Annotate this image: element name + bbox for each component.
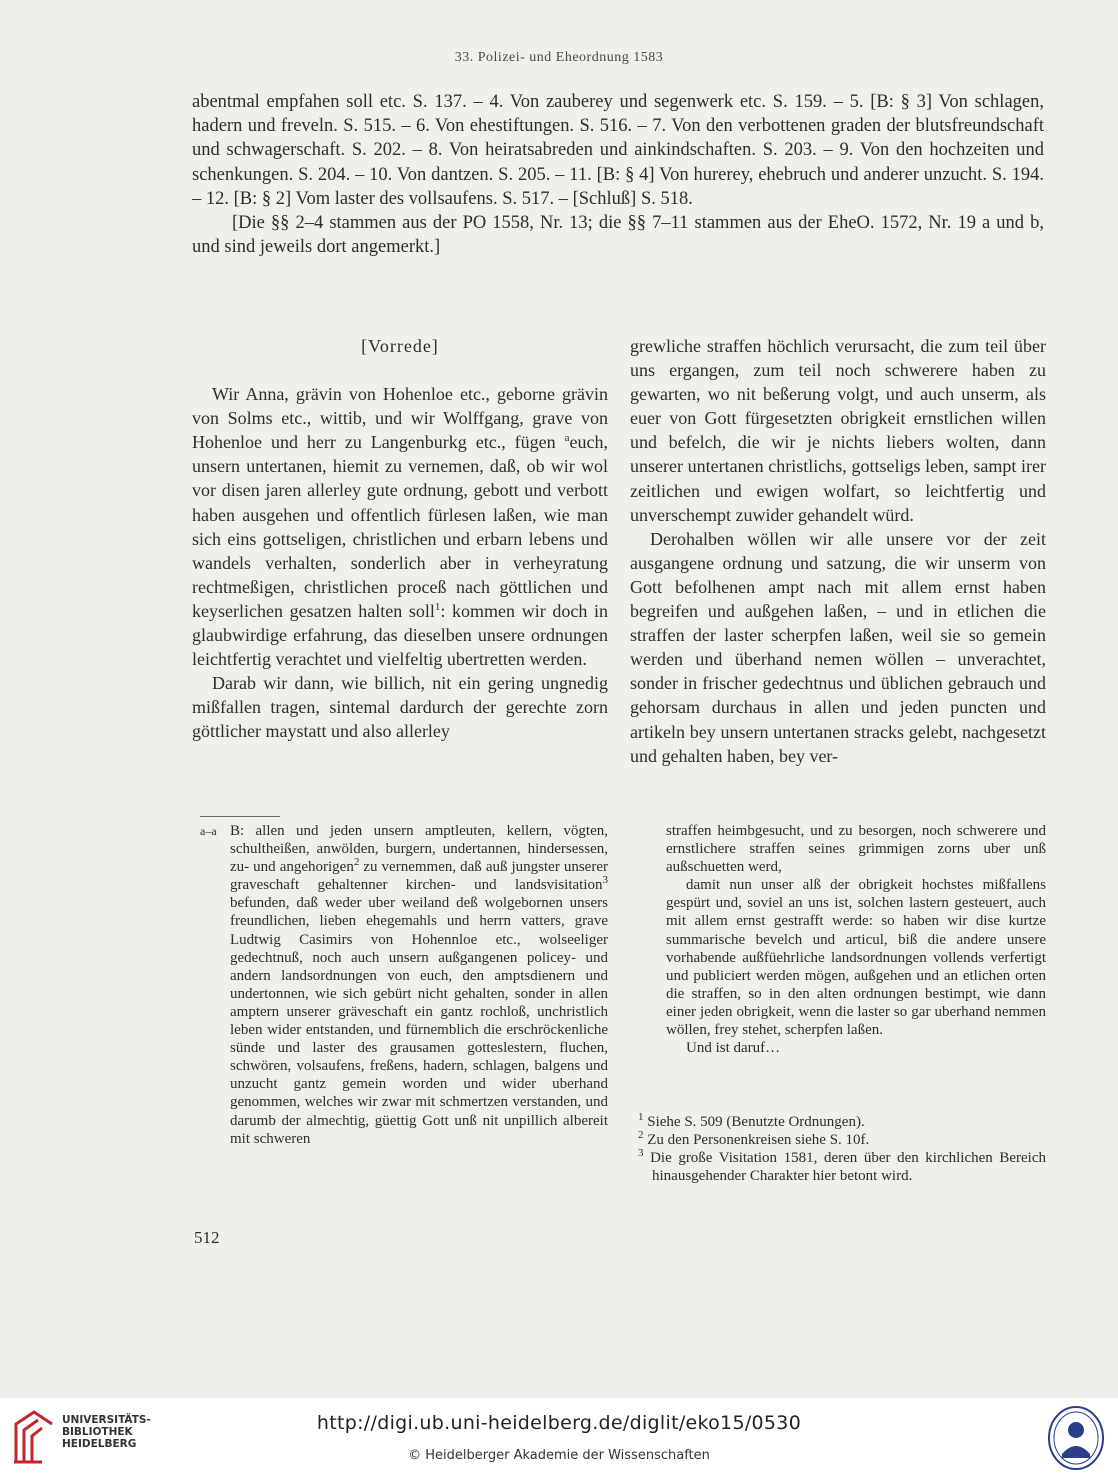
left-column: [192, 334, 608, 744]
note-item: $^1$ Siehe S. 509 (Benutzte Ordnungen).: [638, 1111, 865, 1130]
textual-footnote-continued: [666, 822, 1046, 1057]
academy-seal-icon[interactable]: [1046, 1404, 1106, 1472]
viewer-footer: [0, 1398, 1118, 1478]
commentary-notes: [638, 1113, 1046, 1185]
footnote-rule: [200, 816, 280, 817]
footnote-text: damit nun unser alß der obrigkeit hochstes mißfallens gespürt und, soviel an uns ist, solchen lastern gesteuert, auch mit allem ernst gestrafft werde: so haben wir dise kurtze summarische bevelch und articul, biß die andere unsere vorhabende außfüehrliche landsordnungen vollends verfertigt und publiciert werden mögen, außgehen und an etlichen orten die straffen, so in den alten ordnungen bestimpt, wie dann einer jeden obrigkeit, wenn die laster so gar uberhand nemmen wöllen, frey stehet, scherpfen laßen.: [666, 877, 1046, 1039]
body-paragraph: Darab wir dann, wie billich, nit ein gering ungnedig mißfallen tragen, sintemal dardurch der gerechte zorn göttlicher maystatt und also allerley: [192, 673, 608, 742]
copyright-notice: © Heidelberger Akademie der Wissenschaften: [408, 1448, 710, 1463]
note-item: $^2$ Zu den Personenkreisen siehe S. 10f.: [638, 1129, 870, 1149]
intro-note: [Die §§ 2–4 stammen aus der PO 1558, Nr. 13; die §§ 7–11 stammen aus der EheO. 1572, Nr. 19 a und b, und sind jeweils dort angemerkt.]: [192, 213, 1044, 258]
footnote-text: straffen heimbgesucht, und zu besorgen, noch schwerere und ernstlichere straffen seines grimmigen zorns uber unß außschuetten werd,: [666, 823, 1046, 876]
body-paragraph: grewliche straffen höchlich verursacht, die zum teil über uns ergangen, zum teil noch schwerere haben zu gewarten, wo nit beßerung volgt, und auch unserm, als euer von Gott fürgesetzten obrigkeit ernstlichen willen und befelch, die wir je nichts liebers wolten, dann unserer untertanen christlichs, gottseligs leben, sampt irer zeitlichen und ewigen wolfart, so leichtfertig und unverschempt zuwider gehandelt würd.: [630, 336, 1046, 525]
note-item: $^3$ Die große Visitation 1581, deren über den kirchlichen Bereich hinausgehender Charakter hier betont wird.: [638, 1147, 1046, 1185]
section-heading: [Vorrede]: [361, 336, 439, 356]
body-paragraph: Derohalben wöllen wir alle unsere vor der zeit ausgangene ordnung und satzung, die wir unserm von Gott befolhenen ampt nach mit allem ernst haben begreifen und außgehen laßen, – und in etlichen die straffen der laster scherpfen laßen, weil sie so gemein werden und überhand nemen wöllen – unverachtet, sonder in frischer gedechtnus und üblichen gebrauch und gehorsam durchaus in allen und jeden puncten und artikeln bey unsern untertanen stracks gelebt, nachgesetzt und gehalten haben, bey ver-: [630, 528, 1046, 766]
permalink-url[interactable]: http://digi.ub.uni-heidelberg.de/diglit/eko15/0530: [316, 1412, 802, 1434]
footnote-ref: 1: [434, 600, 441, 613]
footnote-text: Und ist daruf…: [686, 1040, 781, 1057]
body-paragraph: Wir Anna, grävin von Hohenloe etc., geborne grävin von Solms etc., wittib, und wir Wolffgang, grave von Hohenloe und herr zu Langenburkg etc., fügen $^a$euch, unsern untertanen, hiemit zu vernemen, daß, ob wir wol vor disen jaren allerley gute ordnung, gebott und verbott haben ausgehen und offentlich fürlesen laßen, wie man sich eins gottseligen, christlichen und erbarn lebens und wandels verhalten, sonderlich aber in verheyratung rechtmeßigen, christlichen proceß nach göttlichen und keyserlichen gesatzen halten soll$^1$: kommen wir doch in glaubwirdige erfahrung, das dieselben unsere ordnungen leichtfertig verachtet und vielfeltig ubertretten werden.: [192, 384, 608, 670]
footnote-mark: a–a: [200, 824, 217, 838]
running-head: 33. Polizei- und Eheordnung 1583: [454, 50, 664, 65]
library-name: UNIVERSITÄTS- BIBLIOTHEK HEIDELBERG: [62, 1414, 151, 1450]
footnote-text: B: allen und jeden unsern amptleuten, kellern, vögten, schultheißen, anwölden, burgern, undertannen, hindersessen, zu- und angehorigen$^2$ zu vernemmen, daß auß jungster unserer graveschaft gehaltenner kirchen- und landsvisitation$^3$ befunden, daß weder uber weiland deß wolgebornen unsers freundlichen, lieben ehegemahls und herrn vatters, grave Ludtwig Casimirs von Hohennloe etc., wolseeliger gedechtnuß, noch auch unsern außgangenen policey- und andern landsordnungen von euch, den amptsdienern und undertonnen, wie sich gebürt nicht gehalten, sonder in allen amptern unserer gräveschaft ein gantz rochloß, unchristlich leben wider entstanden, und fürnemblich die erschröckenliche sünde und laster des grausamen gotteslestern, fluchen, schwören, volsaufens, freßens, hadern, schlagen, balgens und unzucht gantz gemein worden und wider uberhand genommen, welches wir zwar mit schmertzen verstanden, und darumb der almechtig, güettig Gott unß nit unpillich albereit mit schweren: [230, 823, 608, 1147]
intro-paragraph: abentmal empfahen soll etc. S. 137. – 4. Von zauberey und segenwerk etc. S. 159. – 5. [B: § 3] Von schlagen, hadern und freveln. S. 515. – 6. Von ehestiftungen. S. 516. – 7. Von den verbottenen graden der blutsfreundschaft und schwagerschaft. S. 202. – 8. Von heiratsabreden und ainkindschaften. S. 203. – 9. Von den hochzeiten und schenkungen. S. 204. – 10. Von dantzen. S. 205. – 11. [B: § 4] Von hurerey, ehebruch und anderer unzucht. S. 194. – 12. [B: § 2] Vom laster des vollsaufens. S. 517. – [Schluß] S. 518.: [192, 92, 1044, 209]
textual-footnote: [200, 822, 608, 1148]
page-number: 512: [194, 1228, 220, 1247]
footnote-marker: a: [564, 432, 570, 445]
intro-text: [192, 90, 1044, 259]
right-column: [630, 334, 1046, 768]
